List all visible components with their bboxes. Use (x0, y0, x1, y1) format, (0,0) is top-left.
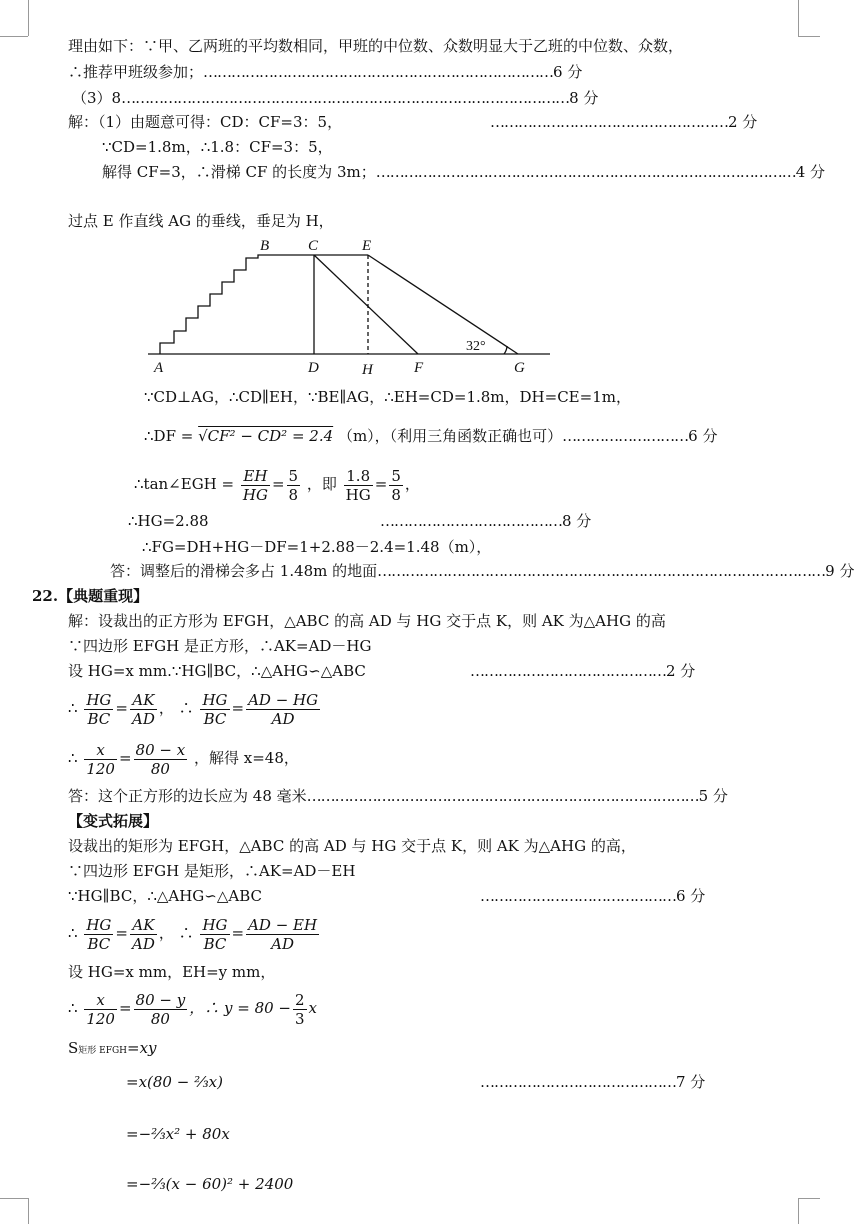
score-mark: 6 分 (676, 887, 706, 905)
crop-mark (0, 1198, 28, 1199)
ratio-line-3 (68, 913, 321, 953)
crop-mark (0, 36, 28, 37)
because-cd-line: ∵CD=1.8m，∴1.8：CF=3：5， (102, 138, 333, 156)
score-line-8 (380, 511, 591, 531)
frac-den: BC (87, 709, 111, 728)
score-line-6b (480, 886, 705, 906)
fraction (241, 467, 270, 504)
solve-cf-text: 解得 CF=3，∴滑梯 CF 的长度为 3m； (102, 163, 376, 181)
equals: = (231, 924, 245, 942)
score-mark: 8 分 (569, 89, 599, 107)
fraction (200, 916, 229, 953)
fraction (84, 691, 113, 728)
frac-den: 80 (150, 759, 170, 778)
ratio-line-1 (68, 688, 322, 728)
comma: ， (158, 924, 174, 942)
score-mark: 8 分 (562, 512, 592, 530)
frac-den: 8 (288, 485, 299, 504)
frac-num: AD − EH (248, 915, 318, 934)
point-b: B (260, 238, 270, 254)
tan-line (134, 464, 420, 504)
frac-den: HG (242, 485, 268, 504)
frac-num: HG (202, 690, 228, 709)
frac-den: 120 (86, 1009, 115, 1028)
crop-mark (798, 1198, 820, 1199)
crop-mark (28, 0, 29, 36)
fraction (134, 741, 188, 778)
score-mark: 7 分 (676, 1073, 706, 1091)
frac-num: HG (86, 915, 112, 934)
fraction (246, 691, 320, 728)
score-line-7 (480, 1072, 705, 1092)
tan-connector: ，即 (306, 475, 337, 493)
area-step-3: =−⅔(x − 60)² + 2400 (126, 1175, 294, 1193)
therefore: ∴ (178, 699, 194, 717)
fraction (246, 916, 319, 953)
comma: ， (404, 475, 420, 493)
frac-num: 5 (391, 466, 401, 485)
frac-num: HG (202, 915, 228, 934)
comma: ， (158, 699, 174, 717)
equals: = (115, 699, 128, 717)
recommend-text: ∴推荐甲班级参加； (68, 63, 204, 81)
leader-dots: …………………………………… (480, 887, 676, 905)
leader-dots: …………………………………… (480, 1073, 676, 1091)
therefore: ∴ (68, 699, 78, 717)
rect-similar-line: ∵HG∥BC，∴△AHG∽△ABC (68, 887, 263, 905)
area-s: S (68, 1039, 79, 1057)
score-line-2 (490, 112, 757, 132)
frac-den: 120 (86, 759, 115, 778)
solution-1-text: 解：（1）由题意可得：CD：CF=3：5， (68, 113, 343, 131)
frac-num: EH (241, 467, 270, 486)
frac-den: BC (203, 709, 227, 728)
frac-den: BC (203, 934, 227, 953)
set-hg-line: 设 HG=x mm，EH=y mm， (68, 963, 276, 981)
point-c: C (308, 238, 319, 254)
square-answer-text: 答：这个正方形的边长应为 48 毫米 (68, 787, 307, 805)
fraction (344, 467, 373, 504)
frac-den: AD (271, 934, 295, 953)
frac-den: AD (131, 709, 155, 728)
therefore: ∴ (68, 999, 78, 1017)
slide-figure (148, 232, 558, 380)
frac-den: 8 (391, 485, 401, 504)
score-mark: 2 分 (728, 113, 758, 131)
frac-num: AK (130, 916, 157, 935)
ratio-line-2 (68, 738, 299, 778)
point-g: G (514, 360, 525, 376)
rect-setup-line: 设裁出的矩形为 EFGH，△ABC 的高 AD 与 HG 交于点 K，则 AK 为△AHG 的高， (68, 837, 636, 855)
square-setup-line: 解：设裁出的正方形为 EFGH，△ABC 的高 AD 与 HG 交于点 K，则 AK 为△AHG 的高 (68, 612, 666, 630)
segment-eg (368, 255, 518, 354)
frac-num: 80 − x (135, 740, 186, 759)
crop-mark (798, 0, 799, 36)
score-mark: 5 分 (698, 787, 728, 805)
score-mark: 9 分 (825, 562, 854, 580)
variant-heading: 【变式拓展】 (68, 812, 159, 830)
ratio-line-4 (68, 988, 317, 1028)
leader-dots: …………………………………… (470, 662, 666, 680)
frac-den: AD (131, 934, 155, 953)
df-sqrt: √CF² − CD² = 2.4 (198, 427, 334, 445)
equals: = (374, 475, 388, 493)
leader-dots: ………………………………………………………………………… (306, 787, 699, 805)
reason-line: 理由如下：∵甲、乙两班的平均数相同，甲班的中位数、众数明显大于乙班的中位数、众数， (68, 37, 684, 55)
hg-line: ∴HG=2.88 (128, 512, 209, 530)
angle-label: 32° (466, 339, 486, 354)
equals: = (271, 475, 285, 493)
similar-line: 设 HG=x mm.∵HG∥BC，∴△AHG∽△ABC (68, 662, 366, 680)
frac-num: 5 (288, 466, 299, 485)
crop-mark (798, 36, 820, 37)
fraction (130, 916, 157, 953)
fraction (200, 691, 229, 728)
answer-line (110, 561, 854, 581)
frac-num: 1.8 (344, 467, 373, 486)
recommend-line (68, 62, 582, 82)
point-f: F (414, 360, 424, 376)
equals: = (118, 999, 132, 1017)
crop-mark (28, 1198, 29, 1224)
segment-cf (314, 255, 418, 354)
frac-num: x (84, 741, 117, 760)
rect-ak-line: ∵四边形 EFGH 是矩形，∴AK=AD－EH (68, 862, 356, 880)
square-ak-line: ∵四边形 EFGH 是正方形，∴AK=AD－HG (68, 637, 372, 655)
parallel-line: ∵CD⊥AG，∴CD∥EH，∵BE∥AG，∴EH=CD=1.8m，DH=CE=1m， (144, 388, 631, 406)
answer-text: 答：调整后的滑梯会多占 1.48m 的地面 (110, 562, 378, 580)
perpendicular-line: 过点 E 作直线 AG 的垂线，垂足为 H， (68, 212, 334, 230)
frac-den: 80 (150, 1009, 170, 1028)
fraction (84, 991, 117, 1028)
equals: = (118, 749, 132, 767)
q22-heading: 22.【典题重现】 (32, 587, 149, 605)
area-step-2: =−⅔x² + 80x (126, 1125, 230, 1143)
solve-cf-line (102, 162, 825, 182)
score-mark: 4 分 (795, 163, 826, 181)
solution-1-line (68, 112, 342, 132)
solve-text: ，解得 x=48， (193, 749, 299, 767)
area-xy: =xy (127, 1039, 157, 1057)
leader-dots: …………………………………………………………………………………… (377, 562, 826, 580)
leader-dots: ………………………………………………………………… (203, 63, 554, 81)
frac-num: AD − HG (248, 690, 319, 709)
crop-mark (798, 1198, 799, 1224)
score-line-2b (470, 661, 695, 681)
df-note: （m），（利用三角函数正确也可） (337, 427, 563, 445)
fraction (130, 691, 157, 728)
area-line (68, 1038, 157, 1061)
staircase (160, 255, 368, 354)
therefore: ∴ (68, 924, 78, 942)
x-var: x (308, 999, 318, 1017)
point-d: D (308, 360, 319, 376)
leader-dots: …………………………………………… (490, 113, 728, 131)
area-step-1: =x(80 − ⅔x) (126, 1073, 223, 1091)
frac-den: AD (271, 709, 295, 728)
point-e: E (362, 238, 372, 254)
fraction (287, 467, 301, 504)
y-expression: ，∴ y = 80 − (189, 999, 291, 1017)
score-mark: 6 分 (688, 427, 718, 445)
leader-dots: ………………………………… (380, 512, 562, 530)
fraction (134, 991, 188, 1028)
score-mark: 6 分 (553, 63, 583, 81)
therefore: ∴ (178, 924, 194, 942)
frac-den: 3 (295, 1009, 305, 1028)
square-answer-line (68, 786, 728, 806)
fraction (84, 916, 113, 953)
leader-dots: ……………………… (562, 427, 689, 445)
equals: = (231, 699, 245, 717)
frac-num: HG (86, 690, 112, 709)
frac-num: x (84, 991, 117, 1010)
area-subscript: 矩形 EFGH (78, 1046, 127, 1056)
answer-3-line (72, 88, 598, 108)
fraction (293, 991, 307, 1028)
frac-den: HG (345, 485, 371, 504)
fraction (389, 467, 403, 504)
therefore: ∴ (68, 749, 78, 767)
frac-num: 2 (295, 990, 305, 1009)
point-h: H (362, 362, 373, 378)
point-a: A (154, 360, 164, 376)
tan-text: ∴tan∠EGH = (134, 475, 235, 493)
angle-arc (504, 346, 507, 354)
fraction (84, 741, 117, 778)
frac-num: AK (130, 691, 157, 710)
score-mark: 2 分 (666, 662, 696, 680)
frac-den: BC (87, 934, 111, 953)
fg-line: ∴FG=DH+HG－DF=1+2.88－2.4=1.48（m）， (142, 538, 492, 556)
answer-3-text: （3）8 (72, 89, 122, 107)
df-text: ∴DF = (144, 427, 194, 445)
leader-dots: ……………………………………………………………………………… (375, 163, 796, 181)
frac-num: 80 − y (135, 990, 186, 1009)
df-line (144, 426, 717, 446)
equals: = (115, 924, 128, 942)
leader-dots: …………………………………………………………………………………… (121, 89, 570, 107)
